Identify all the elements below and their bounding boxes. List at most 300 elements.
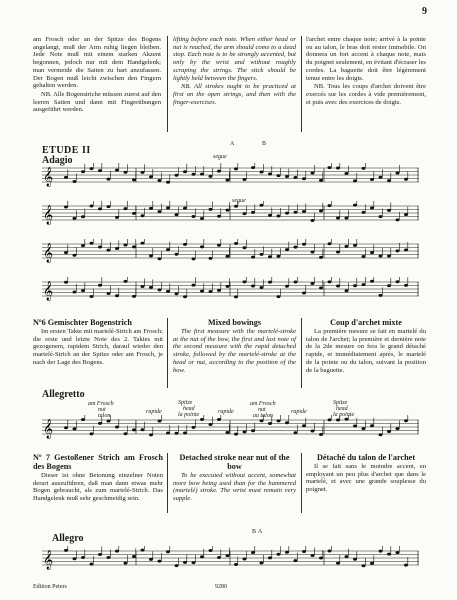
note-head <box>234 242 238 245</box>
no6-french-text: La première mesure se fait en martelé du talon de l'archet; la première et dernière note de la 2de mesure on fera le grand détaché rapide, et immédiatement après, le martelé de la pointe ou du talon, suivant la position de la baguette. <box>306 328 426 374</box>
note-head <box>192 284 196 287</box>
note-head <box>379 550 383 553</box>
note-head <box>217 556 221 559</box>
etude-tempo: Adagio <box>42 155 73 166</box>
note-head <box>183 207 187 210</box>
staff-lines-svg <box>42 277 419 301</box>
note-head <box>132 212 136 215</box>
note-head <box>319 209 323 212</box>
note-head <box>149 286 153 289</box>
allegretto-mark-spitze-2: Spitze <box>333 400 348 406</box>
note-head <box>302 177 306 180</box>
note-head <box>132 245 136 248</box>
note-head <box>260 204 264 207</box>
note-head <box>183 295 187 298</box>
note-head <box>115 550 119 553</box>
note-head <box>107 556 111 559</box>
staff-lines-svg <box>42 415 419 439</box>
note-head <box>209 549 213 552</box>
note-head <box>285 551 289 554</box>
note-head <box>243 178 247 181</box>
plate-number: 9280 <box>215 584 227 590</box>
note-head <box>243 246 247 249</box>
column-divider <box>301 453 302 513</box>
no7-english-text: To be executed without accent, somewhat more bow being used than for the hammered (martelé) stroke. The wrist must remain very supple. <box>173 472 296 503</box>
allegro-mark-a: A <box>258 529 263 535</box>
note-head <box>90 295 94 298</box>
etude-mark-segue-2: segue <box>232 198 246 204</box>
note-head <box>158 288 162 291</box>
note-head <box>396 427 400 430</box>
no6-german-column <box>33 318 163 368</box>
top-english-column <box>173 36 296 107</box>
note-head <box>268 556 272 559</box>
note-head <box>90 432 94 435</box>
note-head <box>268 422 272 425</box>
note-head <box>158 210 162 213</box>
note-head <box>302 550 306 553</box>
top-french-column <box>306 36 426 107</box>
note-head <box>294 431 298 434</box>
note-head <box>64 251 68 254</box>
note-head <box>353 204 357 207</box>
note-head <box>141 171 145 174</box>
top-german-column <box>33 36 161 115</box>
note-head <box>404 564 408 567</box>
note-head <box>200 173 204 176</box>
note-head <box>234 295 238 298</box>
note-head <box>64 281 68 284</box>
note-head <box>319 433 323 436</box>
note-head <box>175 292 179 295</box>
note-head <box>251 256 255 259</box>
note-head <box>217 215 221 218</box>
note-head <box>73 291 77 294</box>
note-head <box>124 280 128 283</box>
note-head <box>370 424 374 427</box>
note-head <box>141 242 145 245</box>
allegretto-mark-la-pointe-2: la pointe <box>333 412 355 418</box>
note-head <box>311 171 315 174</box>
staff-lines-svg <box>42 163 419 187</box>
note-head <box>149 558 153 561</box>
note-head <box>362 283 366 286</box>
no6-french-title: Coup d'archet mixte <box>330 318 402 327</box>
note-head <box>200 245 204 248</box>
note-head <box>387 179 391 182</box>
note-head <box>345 555 349 558</box>
allegretto-mark-au-talon: au talon <box>253 413 273 419</box>
note-head <box>319 286 323 289</box>
note-head <box>387 553 391 556</box>
note-head <box>302 292 306 295</box>
note-head <box>311 282 315 285</box>
note-head <box>141 428 145 431</box>
note-head <box>362 211 366 214</box>
note-head <box>81 244 85 247</box>
note-head <box>226 285 230 288</box>
note-head <box>251 211 255 214</box>
page-number: 9 <box>422 6 427 17</box>
music-staff-1 <box>42 167 419 187</box>
note-head <box>73 427 77 430</box>
note-head <box>166 290 170 293</box>
etude-mark-segue: segue <box>213 154 227 160</box>
no7-english-title: Detached stroke near nut of the bow <box>179 453 290 471</box>
note-head <box>396 280 400 283</box>
note-head <box>217 170 221 173</box>
note-head <box>107 178 111 181</box>
note-head <box>268 173 272 176</box>
note-head <box>141 285 145 288</box>
note-head <box>132 555 136 558</box>
allegretto-mark-talon: talon <box>98 413 111 419</box>
note-head <box>166 248 170 251</box>
note-head <box>370 251 374 254</box>
note-head <box>311 250 315 253</box>
note-head <box>345 289 349 292</box>
note-head <box>294 211 298 214</box>
note-head <box>268 255 272 258</box>
note-head <box>336 217 340 220</box>
note-head <box>98 422 102 425</box>
note-head <box>260 286 264 289</box>
note-head <box>345 172 349 175</box>
note-head <box>183 243 187 246</box>
note-head <box>226 554 230 557</box>
allegretto-mark-am-frosch: am Frosch <box>88 401 114 407</box>
column-divider <box>301 318 302 388</box>
note-head <box>132 178 136 181</box>
note-head <box>396 171 400 174</box>
no7-french-title: Détaché du talon de l'archet <box>316 453 416 462</box>
note-head <box>396 218 400 221</box>
note-head <box>362 427 366 430</box>
note-head <box>64 206 68 209</box>
note-head <box>277 214 281 217</box>
note-head <box>175 432 179 435</box>
note-head <box>294 176 298 179</box>
note-head <box>98 207 102 210</box>
staff-lines-svg <box>42 546 419 570</box>
note-head <box>345 245 349 248</box>
note-head <box>404 178 408 181</box>
note-head <box>379 176 383 179</box>
note-head <box>115 247 119 250</box>
note-head <box>73 180 77 183</box>
note-head <box>98 169 102 172</box>
note-head <box>209 175 213 178</box>
note-head <box>277 255 281 258</box>
no6-german-text: Im ersten Takte mit martelé-Strich am Frosch; die erste und letzte Note des 2. Taktes mit gezogenem, rapidem Strich, darauf wieder den martelé-Strich an der Spitze oder am Frosch, je nach der Lage des Bogens. <box>33 328 163 366</box>
note-head <box>124 432 128 435</box>
etude-mark-a: A <box>230 141 235 147</box>
note-head <box>336 419 340 422</box>
no7-german-column <box>33 453 163 504</box>
note-head <box>362 255 366 258</box>
note-head <box>90 204 94 207</box>
note-head <box>336 285 340 288</box>
note-head <box>200 290 204 293</box>
note-head <box>353 244 357 247</box>
note-head <box>124 562 128 565</box>
note-head <box>336 166 340 169</box>
note-head <box>268 214 272 217</box>
note-head <box>294 246 298 249</box>
note-head <box>379 254 383 257</box>
note-head <box>141 549 145 552</box>
note-head <box>243 558 247 561</box>
note-head <box>158 420 162 423</box>
note-head <box>260 171 264 174</box>
note-head <box>124 207 128 210</box>
note-head <box>370 280 374 283</box>
treble-clef-icon: 𝄞 <box>43 550 54 570</box>
allegretto-tempo: Allegretto <box>42 389 85 400</box>
top-english-para-2: NB. All strokes ought to be practiced at first on the open strings, and then with the finger-exercises. <box>173 83 296 106</box>
note-head <box>192 426 196 429</box>
note-head <box>217 244 221 247</box>
note-head <box>175 174 179 177</box>
note-head <box>285 212 289 215</box>
note-head <box>64 426 68 429</box>
top-german-para-1: am Frosch oder an der Spitze des Bogens angelangt, muß der Arm ruhig liegen bleiben. Jede Note muß mit einem starken Akzent begonnen, jedoch nur mit dem Handgelenk; man vermeide die Saiten zu hart anzufassen. Der Bogen muß leicht zwischen den Fingern gehalten werden. <box>33 36 161 90</box>
note-head <box>209 290 213 293</box>
music-staff-6 <box>42 550 419 570</box>
column-divider <box>167 36 168 132</box>
note-head <box>353 558 357 561</box>
note-head <box>73 217 77 220</box>
note-head <box>387 209 391 212</box>
note-head <box>353 284 357 287</box>
note-head <box>404 284 408 287</box>
note-head <box>124 171 128 174</box>
note-head <box>268 281 272 284</box>
note-head <box>277 174 281 177</box>
note-head <box>192 215 196 218</box>
note-head <box>285 285 289 288</box>
note-head <box>396 551 400 554</box>
top-french-para-2: NB. Tous les coups d'archet doivent être exercés sur les cordes à vide premièrement, et puis avec des exercices de doigts. <box>306 83 426 106</box>
note-head <box>277 295 281 298</box>
no6-french-column <box>306 318 426 375</box>
note-head <box>192 173 196 176</box>
note-head <box>260 561 264 564</box>
note-head <box>64 549 68 552</box>
note-head <box>90 563 94 566</box>
music-staff-2 <box>42 205 419 225</box>
note-head <box>353 179 357 182</box>
no7-german-text: Dieser ist ohne Betonung einzelner Noten derart auszuführen, daß man dann etwas mehr Bogen gebraucht, als zum martelé-Strich. Das Handgelenk muß sehr geschmeidig sein. <box>33 472 163 503</box>
note-head <box>243 280 247 283</box>
note-head <box>64 176 68 179</box>
note-head <box>192 561 196 564</box>
allegretto-mark-nut: nut <box>98 407 106 413</box>
allegretto-mark-rapide-3: rapide <box>291 409 307 415</box>
note-head <box>98 246 102 249</box>
column-divider <box>167 318 168 388</box>
note-head <box>311 554 315 557</box>
allegretto-mark-head-2: head <box>336 406 348 412</box>
treble-clef-icon: 𝄞 <box>43 167 54 187</box>
note-head <box>217 418 221 421</box>
note-head <box>387 430 391 433</box>
note-head <box>370 207 374 210</box>
note-head <box>336 562 340 565</box>
note-head <box>353 424 357 427</box>
note-head <box>149 433 153 436</box>
note-head <box>200 418 204 421</box>
note-head <box>302 243 306 246</box>
note-head <box>175 564 179 567</box>
note-head <box>124 244 128 247</box>
note-head <box>234 563 238 566</box>
note-head <box>115 425 119 428</box>
note-head <box>183 170 187 173</box>
treble-clef-icon: 𝄞 <box>43 419 54 439</box>
note-head <box>328 204 332 207</box>
note-head <box>166 550 170 553</box>
no7-german-title: Nº 7 Gestoßener Strich am Frosch des Bogens <box>33 453 163 471</box>
note-head <box>302 210 306 213</box>
note-head <box>226 431 230 434</box>
note-head <box>345 216 349 219</box>
note-head <box>107 292 111 295</box>
note-head <box>107 419 111 422</box>
note-head <box>107 249 111 252</box>
column-divider <box>167 453 168 513</box>
note-head <box>328 166 332 169</box>
treble-clef-icon: 𝄞 <box>43 205 54 225</box>
note-head <box>387 284 391 287</box>
note-head <box>175 253 179 256</box>
note-head <box>328 549 332 552</box>
note-head <box>90 167 94 170</box>
allegro-tempo: Allegro <box>52 533 84 544</box>
note-head <box>81 170 85 173</box>
allegretto-mark-nut-2: nut <box>258 407 266 413</box>
music-staff-5 <box>42 419 419 439</box>
note-head <box>396 249 400 252</box>
note-head <box>370 178 374 181</box>
staff-lines-svg <box>42 201 419 225</box>
etude-mark-b: B <box>262 141 267 147</box>
note-head <box>209 423 213 426</box>
treble-clef-icon: 𝄞 <box>43 243 54 263</box>
note-head <box>200 555 204 558</box>
note-head <box>98 284 102 287</box>
note-head <box>251 551 255 554</box>
allegretto-mark-head: head <box>183 406 195 412</box>
no6-german-title: Nº6 Gemischter Bogenstrich <box>33 318 132 327</box>
allegretto-mark-am-frosch-2: am Frosch <box>250 401 276 407</box>
note-head <box>294 559 298 562</box>
note-head <box>404 213 408 216</box>
note-head <box>115 294 119 297</box>
note-head <box>387 255 391 258</box>
note-head <box>166 181 170 184</box>
note-head <box>226 255 230 258</box>
note-head <box>311 429 315 432</box>
note-head <box>319 179 323 182</box>
note-head <box>328 242 332 245</box>
note-head <box>132 295 136 298</box>
note-head <box>362 167 366 170</box>
note-head <box>277 553 281 556</box>
note-head <box>302 424 306 427</box>
no7-english-column <box>173 453 296 504</box>
allegretto-mark-rapide-2: rapide <box>218 409 234 415</box>
note-head <box>285 421 289 424</box>
note-head <box>158 257 162 260</box>
note-head <box>226 178 230 181</box>
note-head <box>209 257 213 260</box>
note-head <box>379 433 383 436</box>
note-head <box>336 251 340 254</box>
note-head <box>379 215 383 218</box>
note-head <box>370 562 374 565</box>
note-head <box>141 214 145 217</box>
column-divider <box>301 36 302 132</box>
treble-clef-icon: 𝄞 <box>43 281 54 301</box>
top-french-para-1: l'archet entre chaque note; arrivé à la pointe ou au talon, le bras doit rester immobile. On donnera un fort accent à chaque note, mais du poignet seulement, en évitant d'écraser les cordes. La baguette doit être légèrement tenue entre les doigts. <box>306 36 426 82</box>
no6-english-title: Mixed bowings <box>208 318 261 327</box>
note-head <box>81 215 85 218</box>
note-head <box>234 167 238 170</box>
note-head <box>319 256 323 259</box>
note-head <box>132 428 136 431</box>
note-head <box>81 418 85 421</box>
note-head <box>149 254 153 257</box>
allegretto-mark-rapide: rapide <box>146 409 162 415</box>
note-head <box>166 432 170 435</box>
note-head <box>166 206 170 209</box>
note-head <box>81 289 85 292</box>
note-head <box>251 166 255 169</box>
staff-lines-svg <box>42 239 419 263</box>
music-staff-3 <box>42 243 419 263</box>
note-head <box>115 216 119 219</box>
note-head <box>107 205 111 208</box>
note-head <box>328 418 332 421</box>
note-head <box>285 248 289 251</box>
allegretto-mark-la-pointe: la pointe <box>178 412 200 418</box>
note-head <box>183 432 187 435</box>
note-head <box>319 556 323 559</box>
note-head <box>379 294 383 297</box>
note-head <box>158 560 162 563</box>
top-english-para-1: lifting before each note. When either head or nut is reached, the arm should come to a dead stop. Each note is to be strongly accented, but only by the wrist and without roughly scraping the strings. The stick should be lightly held between the fingers. <box>173 36 296 82</box>
music-staff-4 <box>42 281 419 301</box>
note-head <box>277 419 281 422</box>
note-head <box>243 212 247 215</box>
no7-french-text: Il se fait sans le moindre accent, en employant un peu plus d'archet que dans le martelé, et avec une grande souplesse du poignet. <box>306 463 426 494</box>
note-head <box>200 217 204 220</box>
etude-title: ETUDE II <box>42 145 91 156</box>
note-head <box>404 419 408 422</box>
note-head <box>115 169 119 172</box>
note-head <box>192 257 196 260</box>
no6-english-column <box>173 318 296 375</box>
allegro-mark-b: B <box>252 529 257 535</box>
note-head <box>234 433 238 436</box>
note-head <box>90 242 94 245</box>
note-head <box>345 418 349 421</box>
note-head <box>149 207 153 210</box>
allegretto-mark-spitze: Spitze <box>178 400 193 406</box>
note-head <box>311 219 315 222</box>
note-head <box>81 556 85 559</box>
